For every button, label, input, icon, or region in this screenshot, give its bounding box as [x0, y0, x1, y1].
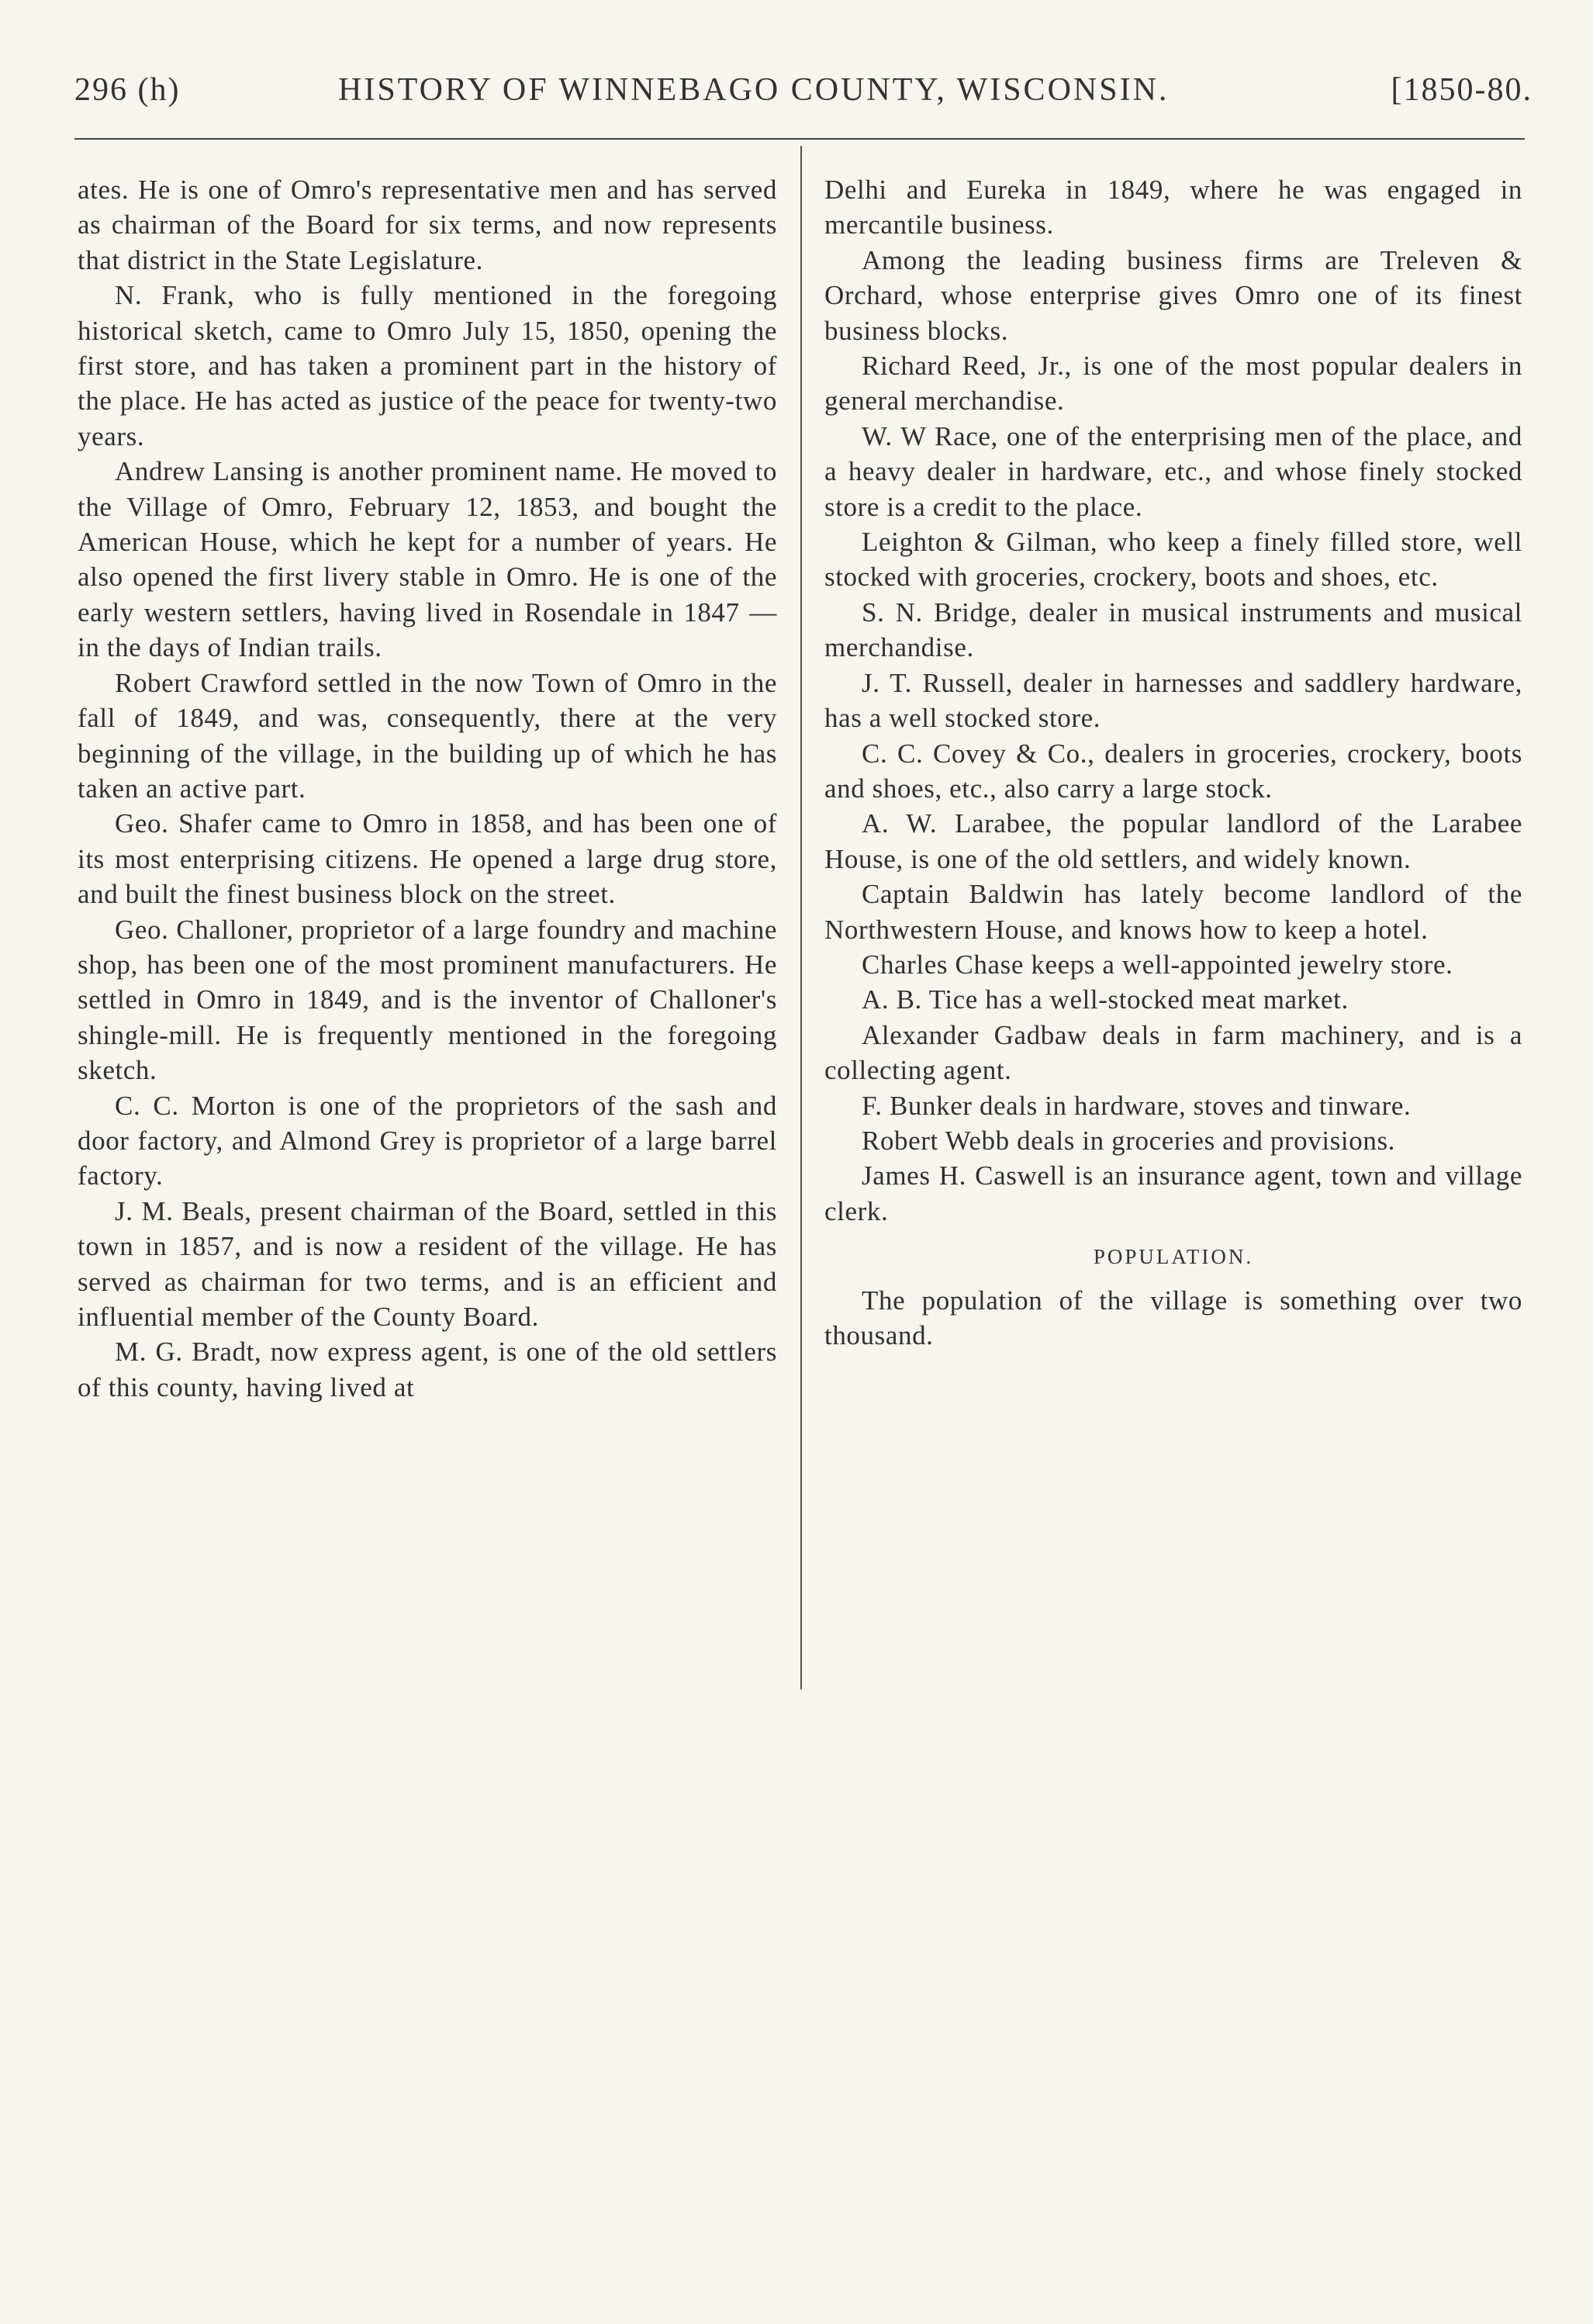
paragraph: Captain Baldwin has lately become landlord of the Northwestern House, and knows how to keep a hotel.	[824, 879, 1522, 945]
paragraph: J. M. Beals, present chairman of the Board, settled in this town in 1857, and is now a resident of the village. He has served as chairman for two terms, and is an efficient and influential member of the County Board.	[78, 1195, 777, 1332]
page-number: 296 (h)	[74, 72, 181, 108]
paragraph: S. N. Bridge, dealer in musical instruments and musical merchandise.	[824, 597, 1522, 663]
paragraph: Richard Reed, Jr., is one of the most popular dealers in general merchandise.	[824, 351, 1522, 417]
paragraph: Robert Webb deals in groceries and provisions.	[862, 1125, 1396, 1156]
paragraph: ates. He is one of Omro's representative men and has served as chairman of the Board for six terms, and now represents that district in the State Legislature.	[78, 175, 777, 275]
paragraph: N. Frank, who is fully mentioned in the foregoing historical sketch, came to Omro July 15, 1850, opening the first store, and has taken a prominent part in the history of the place. He has acted as justice of the peace for twenty-two years.	[78, 280, 777, 451]
paragraph: C. C. Morton is one of the proprietors of the sash and door factory, and Almond Grey is proprietor of a large barrel factory.	[78, 1090, 777, 1191]
paragraph: Robert Crawford settled in the now Town of Omro in the fall of 1849, and was, consequently, there at the very beginning of the village, in the building up of which he has taken an active part.	[78, 667, 777, 804]
paragraph: J. T. Russell, dealer in harnesses and saddlery hardware, has a well stocked store.	[824, 667, 1522, 734]
paragraph: Leighton & Gilman, who keep a finely filled store, well stocked with groceries, crockery, boots and shoes, etc.	[824, 527, 1522, 593]
paragraph: M. G. Bradt, now express agent, is one of the old settlers of this county, having lived at	[78, 1337, 777, 1402]
paragraph: Among the leading business firms are Treleven & Orchard, whose enterprise gives Omro one of its finest business blocks.	[824, 244, 1522, 346]
paragraph: Alexander Gadbaw deals in farm machinery, and is a collecting agent.	[824, 1019, 1522, 1086]
paragraph: James H. Caswell is an insurance agent, town and village clerk.	[824, 1160, 1522, 1226]
column-divider	[800, 146, 802, 1689]
paragraph: C. C. Covey & Co., dealers in groceries, crockery, boots and shoes, etc., also carry a large stock.	[824, 738, 1522, 804]
running-header	[74, 71, 1533, 118]
section-heading: POPULATION.	[1093, 1245, 1254, 1269]
date-range: [1850-80.	[1391, 72, 1533, 108]
paragraph: A. W. Larabee, the popular landlord of the Larabee House, is one of the old settlers, and widely known.	[824, 808, 1522, 874]
book-title: HISTORY OF WINNEBAGO COUNTY, WISCONSIN.	[338, 72, 1170, 108]
paragraph: Andrew Lansing is another prominent name. He moved to the Village of Omro, February 12, 1853, and bought the American House, which he kept for a number of years. He also opened the first livery stable in Omro. He is one of the early western settlers, having lived in Rosendale in 1847 — in the days of Indian trails.	[78, 456, 777, 663]
paragraph: Delhi and Eureka in 1849, where he was engaged in mercantile business.	[824, 175, 1522, 240]
paragraph: The population of the village is something over two thousand.	[824, 1285, 1522, 1350]
paragraph: F. Bunker deals in hardware, stoves and tinware.	[862, 1090, 1412, 1121]
right-column	[824, 172, 1522, 1353]
paragraph: A. B. Tice has a well-stocked meat market.	[862, 984, 1349, 1015]
left-column	[78, 172, 777, 1405]
paragraph: Geo. Shafer came to Omro in 1858, and has been one of its most enterprising citizens. He opened a large drug store, and built the finest business block on the street.	[78, 808, 777, 910]
paragraph: Geo. Challoner, proprietor of a large foundry and machine shop, has been one of the most prominent manufacturers. He settled in Omro in 1849, and is the inventor of Challoner's shingle-mill. He is frequently mentioned in the foregoing sketch.	[78, 914, 777, 1086]
paragraph: W. W Race, one of the enterprising men of the place, and a heavy dealer in hardware, etc., and whose finely stocked store is a credit to the place.	[824, 420, 1522, 522]
header-rule	[74, 138, 1525, 140]
paragraph: Charles Chase keeps a well-appointed jewelry store.	[862, 949, 1453, 980]
